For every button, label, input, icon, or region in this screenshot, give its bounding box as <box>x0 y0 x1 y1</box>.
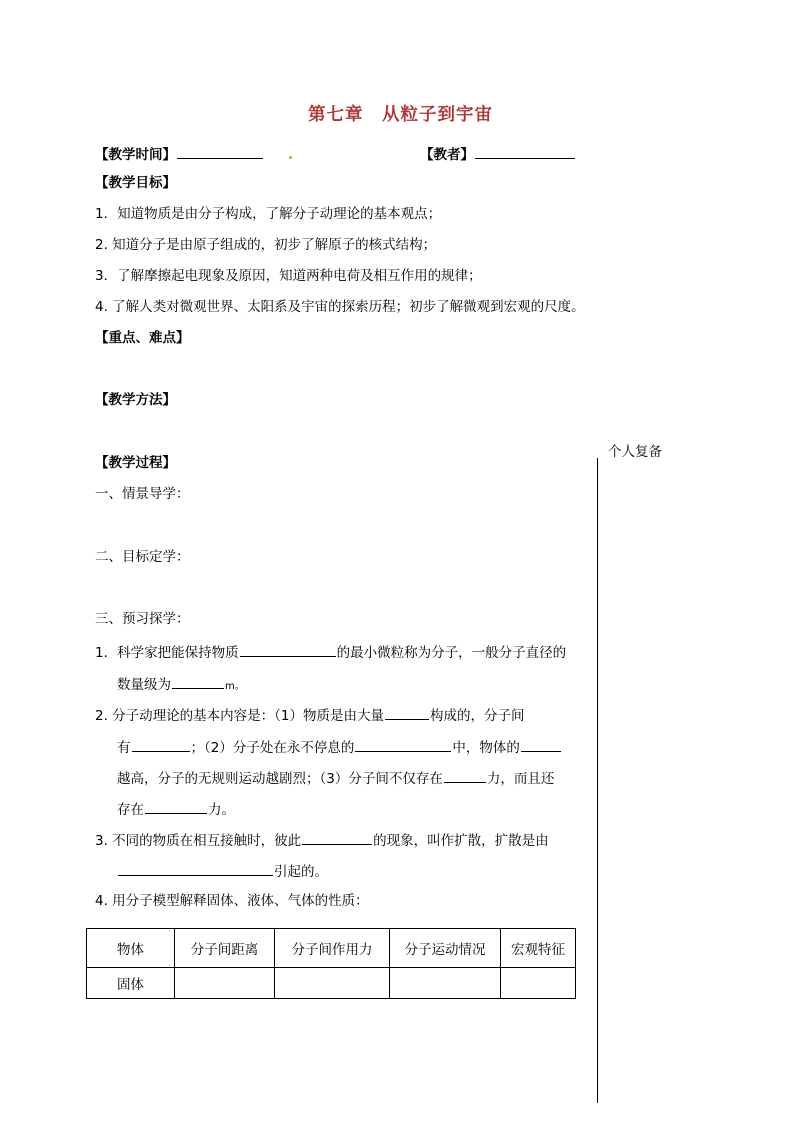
table-cell[interactable] <box>501 968 576 999</box>
q2-line1 <box>95 707 525 724</box>
page-title: 第七章 从粒子到宇宙 <box>308 105 493 125</box>
table-header: 分子间作用力 <box>275 929 390 968</box>
q3-blank-2[interactable] <box>118 863 273 876</box>
table-cell[interactable] <box>390 968 501 999</box>
q2-text-i: 力。 <box>208 802 235 818</box>
q3-text-a: 3. 不同的物质在相互接触时，彼此 <box>95 833 302 849</box>
table-cell: 固体 <box>87 968 175 999</box>
table-header: 物体 <box>87 929 175 968</box>
q2-text-h: 存在 <box>117 802 144 818</box>
process-heading: 【教学过程】 <box>95 455 176 471</box>
q2-line4 <box>117 801 235 818</box>
goal-item: 1．知道物质是由分子构成，了解分子动理论的基本观点； <box>95 206 442 222</box>
sidebar-label: 个人复备 <box>608 444 662 460</box>
table-header: 宏观特征 <box>501 929 576 968</box>
table-row <box>87 968 576 999</box>
q1-blank-1[interactable] <box>240 644 336 657</box>
goals-heading: 【教学目标】 <box>95 175 176 191</box>
q3-blank-1[interactable] <box>302 832 372 845</box>
q3-line2 <box>117 863 328 880</box>
q2-text-d: ；（2）分子处在永不停息的 <box>190 740 355 756</box>
properties-table <box>86 928 576 999</box>
q2-blank-1[interactable] <box>385 707 429 720</box>
q1-text-c: 数量级为 <box>117 677 171 693</box>
teach-time-blank[interactable] <box>177 146 263 159</box>
q1-text-b: 的最小微粒称为分子，一般分子直径的 <box>336 645 567 661</box>
q2-text-c: 有 <box>117 740 131 756</box>
q2-text-a: 2. 分子动理论的基本内容是：（1）物质是由大量 <box>95 708 385 724</box>
method-heading: 【教学方法】 <box>95 392 176 408</box>
goal-item: 3．了解摩擦起电现象及原因，知道两种电荷及相互作用的规律； <box>95 268 482 284</box>
q1-text-a: 1．科学家把能保持物质 <box>95 645 239 661</box>
table-header: 分子运动情况 <box>390 929 501 968</box>
table-cell[interactable] <box>175 968 275 999</box>
teacher-row <box>420 146 576 163</box>
q1-text-d: m。 <box>225 681 245 692</box>
sidebar-divider <box>597 458 598 1103</box>
q3-line1 <box>95 832 549 849</box>
q2-text-b: 构成的，分子间 <box>430 708 525 724</box>
q2-blank-2[interactable] <box>132 739 190 752</box>
q4-text: 4. 用分子模型解释固体、液体、气体的性质： <box>95 893 369 909</box>
q2-blank-6[interactable] <box>145 801 207 814</box>
table-cell[interactable] <box>275 968 390 999</box>
q2-text-f: 越高，分子的无规则运动越剧烈；（3）分子间不仅存在 <box>117 771 443 787</box>
teacher-label: 【教者】 <box>420 147 474 163</box>
q2-blank-5[interactable] <box>444 770 486 783</box>
step-two: 二、目标定学： <box>95 549 190 565</box>
goal-item: 2. 知道分子是由原子组成的，初步了解原子的核式结构； <box>95 237 437 253</box>
teach-time-label: 【教学时间】 <box>95 147 176 163</box>
q3-text-b: 的现象，叫作扩散，扩散是由 <box>373 833 549 849</box>
q2-blank-3[interactable] <box>355 739 451 752</box>
q2-text-e: 中，物体的 <box>452 740 520 756</box>
q1-line1 <box>95 644 566 661</box>
q2-text-g: 力，而且还 <box>486 771 555 787</box>
q1-line2 <box>117 676 245 693</box>
q2-blank-4[interactable] <box>521 739 561 752</box>
teach-time-row <box>95 146 264 163</box>
decorative-dot <box>289 156 292 159</box>
step-one: 一、情景导学： <box>95 486 190 502</box>
table-header: 分子间距离 <box>175 929 275 968</box>
key-points-heading: 【重点、难点】 <box>95 330 190 346</box>
q2-line2 <box>117 739 562 756</box>
q3-text-c: 引起的。 <box>274 864 328 880</box>
step-three: 三、预习探学： <box>95 611 190 627</box>
q1-blank-2[interactable] <box>172 676 224 689</box>
q2-line3 <box>117 770 554 787</box>
goal-item: 4. 了解人类对微观世界、太阳系及宇宙的探索历程；初步了解微观到宏观的尺度。 <box>95 299 585 315</box>
teacher-blank[interactable] <box>475 146 575 159</box>
table-header-row <box>87 929 576 968</box>
